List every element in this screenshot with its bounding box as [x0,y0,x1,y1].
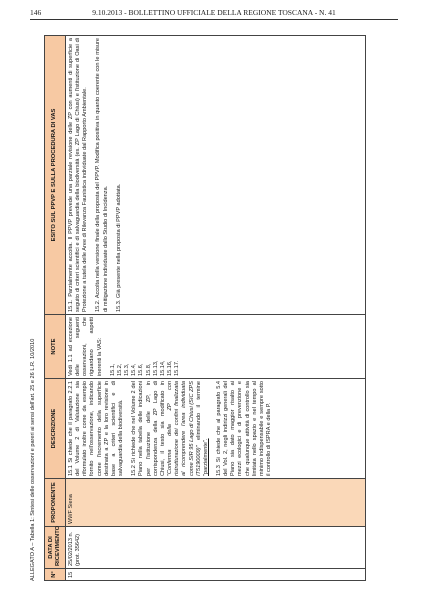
col-header-description: DESCRIZIONE [45,379,66,479]
notes-item: 15.16, [167,360,174,376]
description-15-2 [131,381,210,476]
notes-item: 15.13, [152,360,159,376]
notes-item: 15.4, [131,363,138,376]
description-15-2-underlined: "parzialmente". [202,438,209,476]
esito-15-1: 15.1. Parzialmente accolta. Il PPVP prevede una parziale revisione delle ZP con aumenti di superficie a seguito di criteri scientifici e di salvaguardia della biodiversità (es. ZP Lago di Chiusi) e l'istituzione di Oasi di Protezione a tutela delle Aree di Rilevanza Faunistica individuate dal Rapporto Ambientale. [68,38,89,312]
cell-number: 15 [66,569,366,581]
description-15-1: 15.1 Si chiede che il paragrafo 2.2.1 del Volume 2 di Valutazione sia riformulato inoltre come da esempio fornito nell'osservazione, indicando come l'incremento della superficie destinata a ZP e la loro revisione in base a criteri scientifici e di salvaguardia della biodiversità. [68,381,125,476]
page-number: 146 [30,8,42,17]
observations-table [44,35,366,581]
description-15-3: 15.3 Si chiede che al paragrafo 5.4 del Vol. 2, negli indirizzi generali del Piano sia dato maggior risalto ai mezzi ecologici e di prevenzione e che qualunque attività di controllo sia limitata nello spazio e nel tempo al minimo indispensabile e sempre sotto il controllo di ISPRA e della P. [215,381,273,476]
rotated-table-area [30,36,370,581]
cell-esito [66,36,366,315]
description-15-2-tail: eliminando il termine [195,381,202,440]
cell-proponent: WWF Siena [66,479,366,527]
cell-description [66,379,366,479]
notes-item: 15.3, [124,363,131,376]
col-header-proponent: PROPONENTE [45,479,66,527]
notes-item: 15.6, [138,363,145,376]
notes-item: 15.2, [116,363,123,376]
description-15-2-quote: "Conferma della ZP con ristrutturazione dei confini finalizzata al ricomprendere l'area individuata come SIR 95 Lago di Chiusi (SIC ZPS IT5190009)" [167,381,202,476]
col-header-number: N° [45,569,66,581]
notes-item: 15.17. [174,360,181,376]
notes-item: 15.1, [109,363,116,376]
esito-15-3: 15.3. Già presente nella proposta di PPVP adottata. [115,183,122,312]
table-header-row [45,36,66,581]
cell-date: 25/02/2013 n. (prot. 35642) [66,527,366,569]
table-row [66,36,366,581]
notes-item: 15.14, [159,360,166,376]
running-title: 9.10.2013 - BOLLETTINO UFFICIALE DELLA REGIONE TOSCANA - N. 41 [92,8,336,17]
col-header-esito: ESITO SUL PPVP E SULLA PROCEDURA DI VAS [45,36,66,315]
esito-15-2: 15.2. Accolta nella versione finale della proposta del PPVP. Modifica positiva in quanto coerente con le misure di mitigazione individuate dallo Studio di Incidenza. [95,38,109,312]
rotated-content [30,36,370,581]
table-caption: ALLEGATO A – Tabella 1: Sintesi delle osservazioni e pareri ai sensi dell'art. 25 e 26 L.R. 10/2010 [30,338,36,581]
col-header-date: DATA DI RICEVIMENTO [45,527,66,569]
cell-notes [66,315,366,379]
header-rule [30,19,398,20]
notes-intro: Vedi 1.1 ad eccezione delle seguenti osservazioni, che riguardano aspetti inerenti la VAS: [68,317,103,376]
notes-item: 15.8, [145,363,152,376]
running-header [30,8,398,20]
description-15-2-text: 15.2 Si richiede che nel Volume 2 del Piano nella tabella delle indicazioni per l'istituzione delle ZP, in corrispondenza della ZP Lago di Chiusi, il testo sia modificato in [131,381,166,476]
col-header-notes: NOTE [45,315,66,379]
